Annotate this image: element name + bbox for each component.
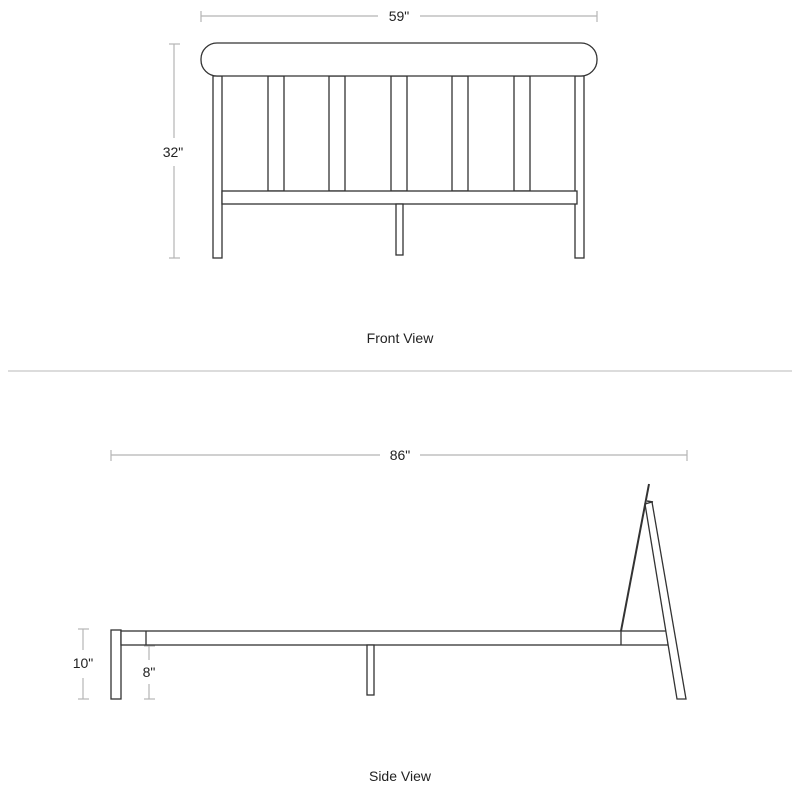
headboard-panel <box>621 484 649 631</box>
headboard-cushion <box>201 43 597 76</box>
headboard-post <box>645 502 686 699</box>
side-view <box>73 447 687 784</box>
footboard-post <box>111 630 121 699</box>
bed-side <box>111 484 686 699</box>
rail-clearance-dimension <box>143 646 156 699</box>
height-dimension <box>163 44 184 258</box>
cross-rail <box>222 191 577 204</box>
width-dimension <box>201 8 597 24</box>
center-leg <box>396 204 403 255</box>
footboard-height-dimension <box>73 629 94 699</box>
right-post <box>575 76 584 258</box>
slat <box>329 76 345 191</box>
side-view-title: Side View <box>368 768 432 784</box>
length-dimension <box>111 447 687 463</box>
center-leg <box>367 645 374 695</box>
left-post <box>213 76 222 258</box>
slat <box>514 76 530 191</box>
front-view-title: Front View <box>366 330 434 346</box>
width-label: 59" <box>388 8 410 24</box>
front-view <box>163 8 597 346</box>
side-rail <box>121 631 668 645</box>
slat <box>452 76 468 191</box>
headboard-front <box>201 43 597 258</box>
height-label: 32" <box>162 144 184 160</box>
slat <box>391 76 407 191</box>
rail-clearance-label: 8" <box>142 664 156 680</box>
footboard-height-label: 10" <box>72 655 94 671</box>
length-label: 86" <box>389 447 411 463</box>
slat <box>268 76 284 191</box>
